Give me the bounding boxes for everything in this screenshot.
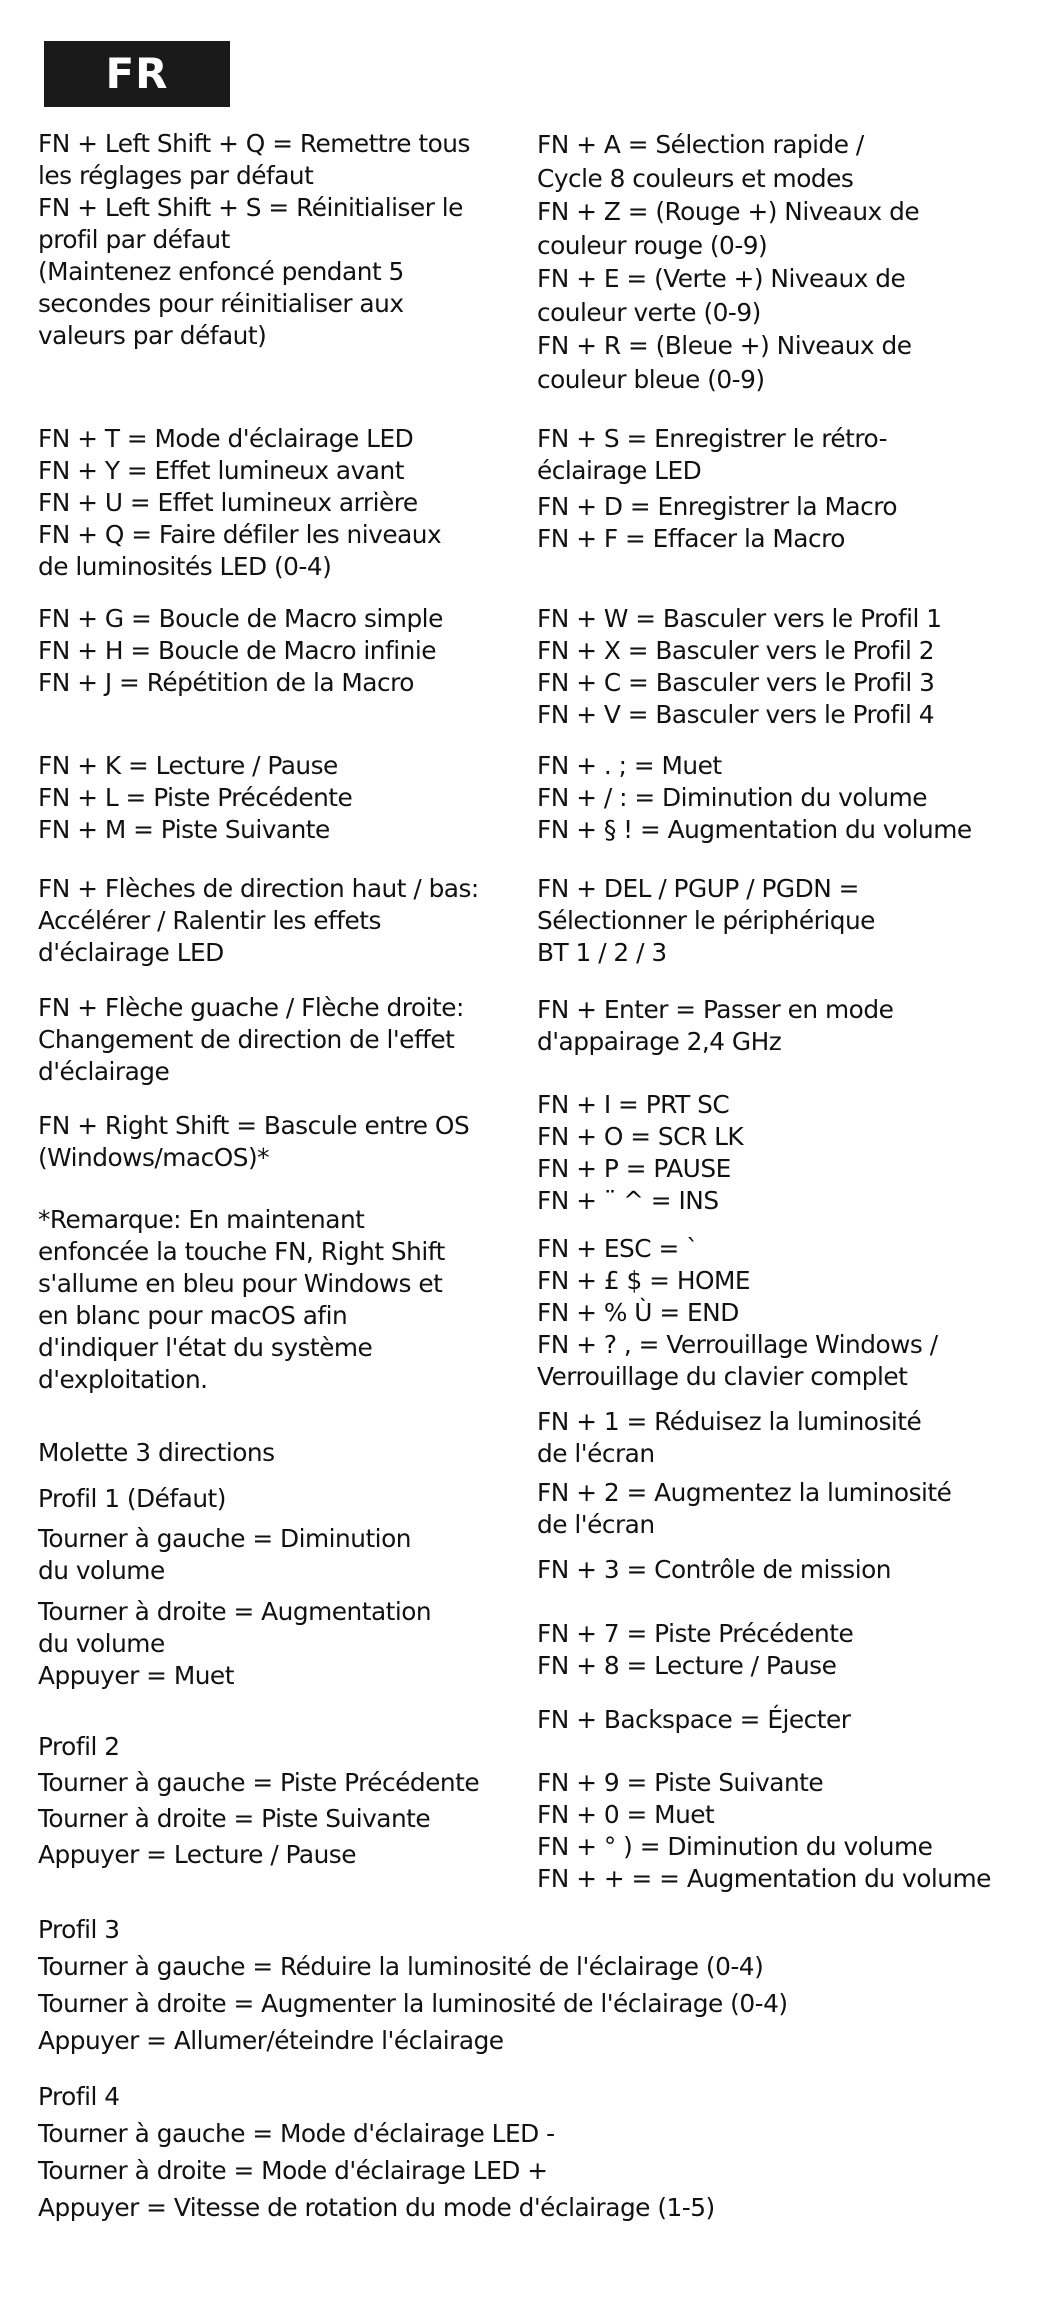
track-shortcuts (537, 1618, 853, 1682)
text-line: couleur bleue (0-9) (537, 364, 765, 394)
text-line: FN + 9 = Piste Suivante (537, 1768, 824, 1797)
text-line: Changement de direction de l'effet (38, 1025, 455, 1054)
text-line: secondes pour réinitialiser aux (38, 289, 404, 318)
text-line: éclairage LED (537, 456, 702, 485)
text-line: Tourner à gauche = Mode d'éclairage LED - (38, 2119, 555, 2148)
profile2-block (38, 1729, 479, 1873)
text-line: FN + ¨ ^ = INS (537, 1186, 719, 1215)
pairing-shortcut (537, 994, 893, 1058)
text-line: d'appairage 2,4 GHz (537, 1027, 782, 1056)
text-line: FN + § ! = Augmentation du volume (537, 815, 972, 844)
profile1-rotate-left (38, 1523, 411, 1587)
text-line: FN + R = (Bleue +) Niveaux de (537, 331, 912, 360)
text-line: de luminosités LED (0-4) (38, 552, 332, 581)
knob-title (38, 1437, 275, 1469)
text-line: Tourner à gauche = Diminution (38, 1524, 411, 1553)
text-line: Appuyer = Muet (38, 1661, 234, 1690)
text-line: FN + O = SCR LK (537, 1122, 744, 1151)
text-line: FN + Flèches de direction haut / bas: (38, 874, 479, 903)
text-line: Sélectionner le périphérique (537, 906, 875, 935)
text-line: FN + K = Lecture / Pause (38, 751, 338, 780)
text-line: FN + Right Shift = Bascule entre OS (38, 1111, 470, 1140)
text-line: Tourner à droite = Augmentation (38, 1597, 432, 1626)
text-line: Tourner à gauche = Réduire la luminosité de l'éclairage (0-4) (38, 1952, 764, 1981)
arrow-updown-shortcut (38, 873, 479, 969)
text-line: FN + H = Boucle de Macro infinie (38, 636, 436, 665)
text-line: en blanc pour macOS afin (38, 1301, 348, 1330)
text-line: d'exploitation. (38, 1365, 208, 1394)
volume-shortcuts (537, 750, 972, 846)
text-line: couleur rouge (0-9) (537, 230, 768, 260)
text-line: Cycle 8 couleurs et modes (537, 163, 854, 193)
reset-shortcuts (38, 128, 470, 352)
text-line: FN + S = Enregistrer le rétro- (537, 424, 888, 453)
text-line: FN + 3 = Contrôle de mission (537, 1555, 891, 1584)
text-line: (Windows/macOS)* (38, 1143, 270, 1172)
text-line: FN + M = Piste Suivante (38, 815, 330, 844)
text-line: FN + C = Basculer vers le Profil 3 (537, 668, 935, 697)
text-line: profil par défaut (38, 225, 230, 254)
text-line: Appuyer = Lecture / Pause (38, 1840, 356, 1869)
mission-control-shortcut (537, 1554, 891, 1586)
eject-shortcut (537, 1704, 850, 1736)
os-switch-shortcut (38, 1110, 469, 1174)
text-line: FN + 2 = Augmentez la luminosité (537, 1478, 952, 1507)
text-line: FN + W = Basculer vers le Profil 1 (537, 604, 942, 633)
text-line: Profil 1 (Défaut) (38, 1484, 226, 1513)
text-line: FN + / : = Diminution du volume (537, 783, 928, 812)
text-line: FN + J = Répétition de la Macro (38, 668, 414, 697)
media-shortcuts (38, 750, 352, 846)
text-line: FN + D = Enregistrer la Macro (537, 492, 898, 521)
text-line: Verrouillage du clavier complet (537, 1362, 908, 1391)
text-line: FN + 8 = Lecture / Pause (537, 1651, 837, 1680)
text-line: couleur verte (0-9) (537, 297, 761, 327)
text-line: FN + T = Mode d'éclairage LED (38, 424, 414, 453)
text-line: FN + Y = Effet lumineux avant (38, 456, 404, 485)
text-line: enfoncée la touche FN, Right Shift (38, 1237, 445, 1266)
profile1-title (38, 1483, 226, 1515)
text-line: FN + 0 = Muet (537, 1800, 715, 1829)
text-line: FN + E = (Verte +) Niveaux de (537, 264, 906, 293)
text-line: FN + £ $ = HOME (537, 1266, 751, 1295)
text-line: Tourner à droite = Mode d'éclairage LED + (38, 2156, 548, 2185)
text-line: du volume (38, 1556, 165, 1585)
bluetooth-shortcut (537, 873, 875, 969)
text-line: FN + + = = Augmentation du volume (537, 1864, 991, 1893)
text-line: FN + Z = (Rouge +) Niveaux de (537, 197, 920, 226)
text-line: de l'écran (537, 1439, 655, 1468)
text-line: s'allume en bleu pour Windows et (38, 1269, 443, 1298)
lighting-shortcuts (38, 423, 441, 583)
text-line: FN + Q = Faire défiler les niveaux (38, 520, 442, 549)
text-line: d'éclairage LED (38, 938, 224, 967)
text-line: FN + A = Sélection rapide / (537, 130, 864, 159)
text-line: Profil 2 (38, 1732, 120, 1761)
text-line: Profil 4 (38, 2082, 120, 2111)
text-line: FN + . ; = Muet (537, 751, 722, 780)
text-line: du volume (38, 1629, 165, 1658)
remark-note (38, 1204, 445, 1396)
screen-brightness-down (537, 1406, 921, 1470)
text-line: FN + 7 = Piste Précédente (537, 1619, 854, 1648)
profile4-block (38, 2078, 715, 2226)
text-line: Appuyer = Allumer/éteindre l'éclairage (38, 2026, 504, 2055)
text-line: Accélérer / Ralentir les effets (38, 906, 381, 935)
text-line: FN + F = Effacer la Macro (537, 524, 845, 553)
text-line: FN + Backspace = Éjecter (537, 1705, 851, 1734)
text-line: d'indiquer l'état du système (38, 1333, 373, 1362)
text-line: Tourner à droite = Augmenter la luminosité de l'éclairage (0-4) (38, 1989, 788, 2018)
profile3-block (38, 1911, 788, 2059)
text-line: FN + G = Boucle de Macro simple (38, 604, 443, 633)
system-key-shortcuts (537, 1089, 743, 1217)
text-line: les réglages par défaut (38, 161, 314, 190)
text-line: Molette 3 directions (38, 1438, 275, 1467)
text-line: FN + Flèche guache / Flèche droite: (38, 993, 464, 1022)
text-line: Tourner à gauche = Piste Précédente (38, 1768, 480, 1797)
text-line: FN + DEL / PGUP / PGDN = (537, 874, 859, 903)
screen-brightness-up (537, 1477, 951, 1541)
text-line: *Remarque: En maintenant (38, 1205, 365, 1234)
text-line: FN + Enter = Passer en mode (537, 995, 894, 1024)
text-line: FN + Left Shift + Q = Remettre tous (38, 129, 470, 158)
text-line: FN + I = PRT SC (537, 1090, 730, 1119)
language-badge: FR (44, 41, 230, 107)
text-line: FN + P = PAUSE (537, 1154, 731, 1183)
macro-loop-shortcuts (38, 603, 443, 699)
text-line: (Maintenez enfoncé pendant 5 (38, 257, 404, 286)
text-line: valeurs par défaut) (38, 321, 267, 350)
macro-record-shortcuts (537, 491, 897, 555)
text-line: d'éclairage (38, 1057, 170, 1086)
esc-home-shortcuts (537, 1233, 938, 1393)
arrow-leftright-shortcut (38, 992, 464, 1088)
text-line: Tourner à droite = Piste Suivante (38, 1804, 431, 1833)
text-line: FN + X = Basculer vers le Profil 2 (537, 636, 935, 665)
text-line: FN + ESC = ` (537, 1234, 699, 1263)
text-line: de l'écran (537, 1510, 655, 1539)
text-line: FN + 1 = Réduisez la luminosité (537, 1407, 922, 1436)
text-line: FN + ? , = Verrouillage Windows / (537, 1330, 938, 1359)
profile1-rotate-right (38, 1596, 431, 1692)
text-line: FN + V = Basculer vers le Profil 4 (537, 700, 935, 729)
text-line: BT 1 / 2 / 3 (537, 938, 667, 967)
text-line: Profil 3 (38, 1915, 120, 1944)
text-line: FN + L = Piste Précédente (38, 783, 353, 812)
text-line: Appuyer = Vitesse de rotation du mode d'éclairage (1-5) (38, 2193, 715, 2222)
numeric-media-shortcuts (537, 1767, 991, 1895)
text-line: FN + ° ) = Diminution du volume (537, 1832, 933, 1861)
record-backlight-shortcut (537, 423, 887, 487)
profile-switch-shortcuts (537, 603, 942, 731)
text-line: FN + Left Shift + S = Réinitialiser le (38, 193, 463, 222)
text-line: FN + U = Effet lumineux arrière (38, 488, 418, 517)
text-line: FN + % Ù = END (537, 1298, 739, 1327)
color-shortcuts (537, 128, 919, 396)
